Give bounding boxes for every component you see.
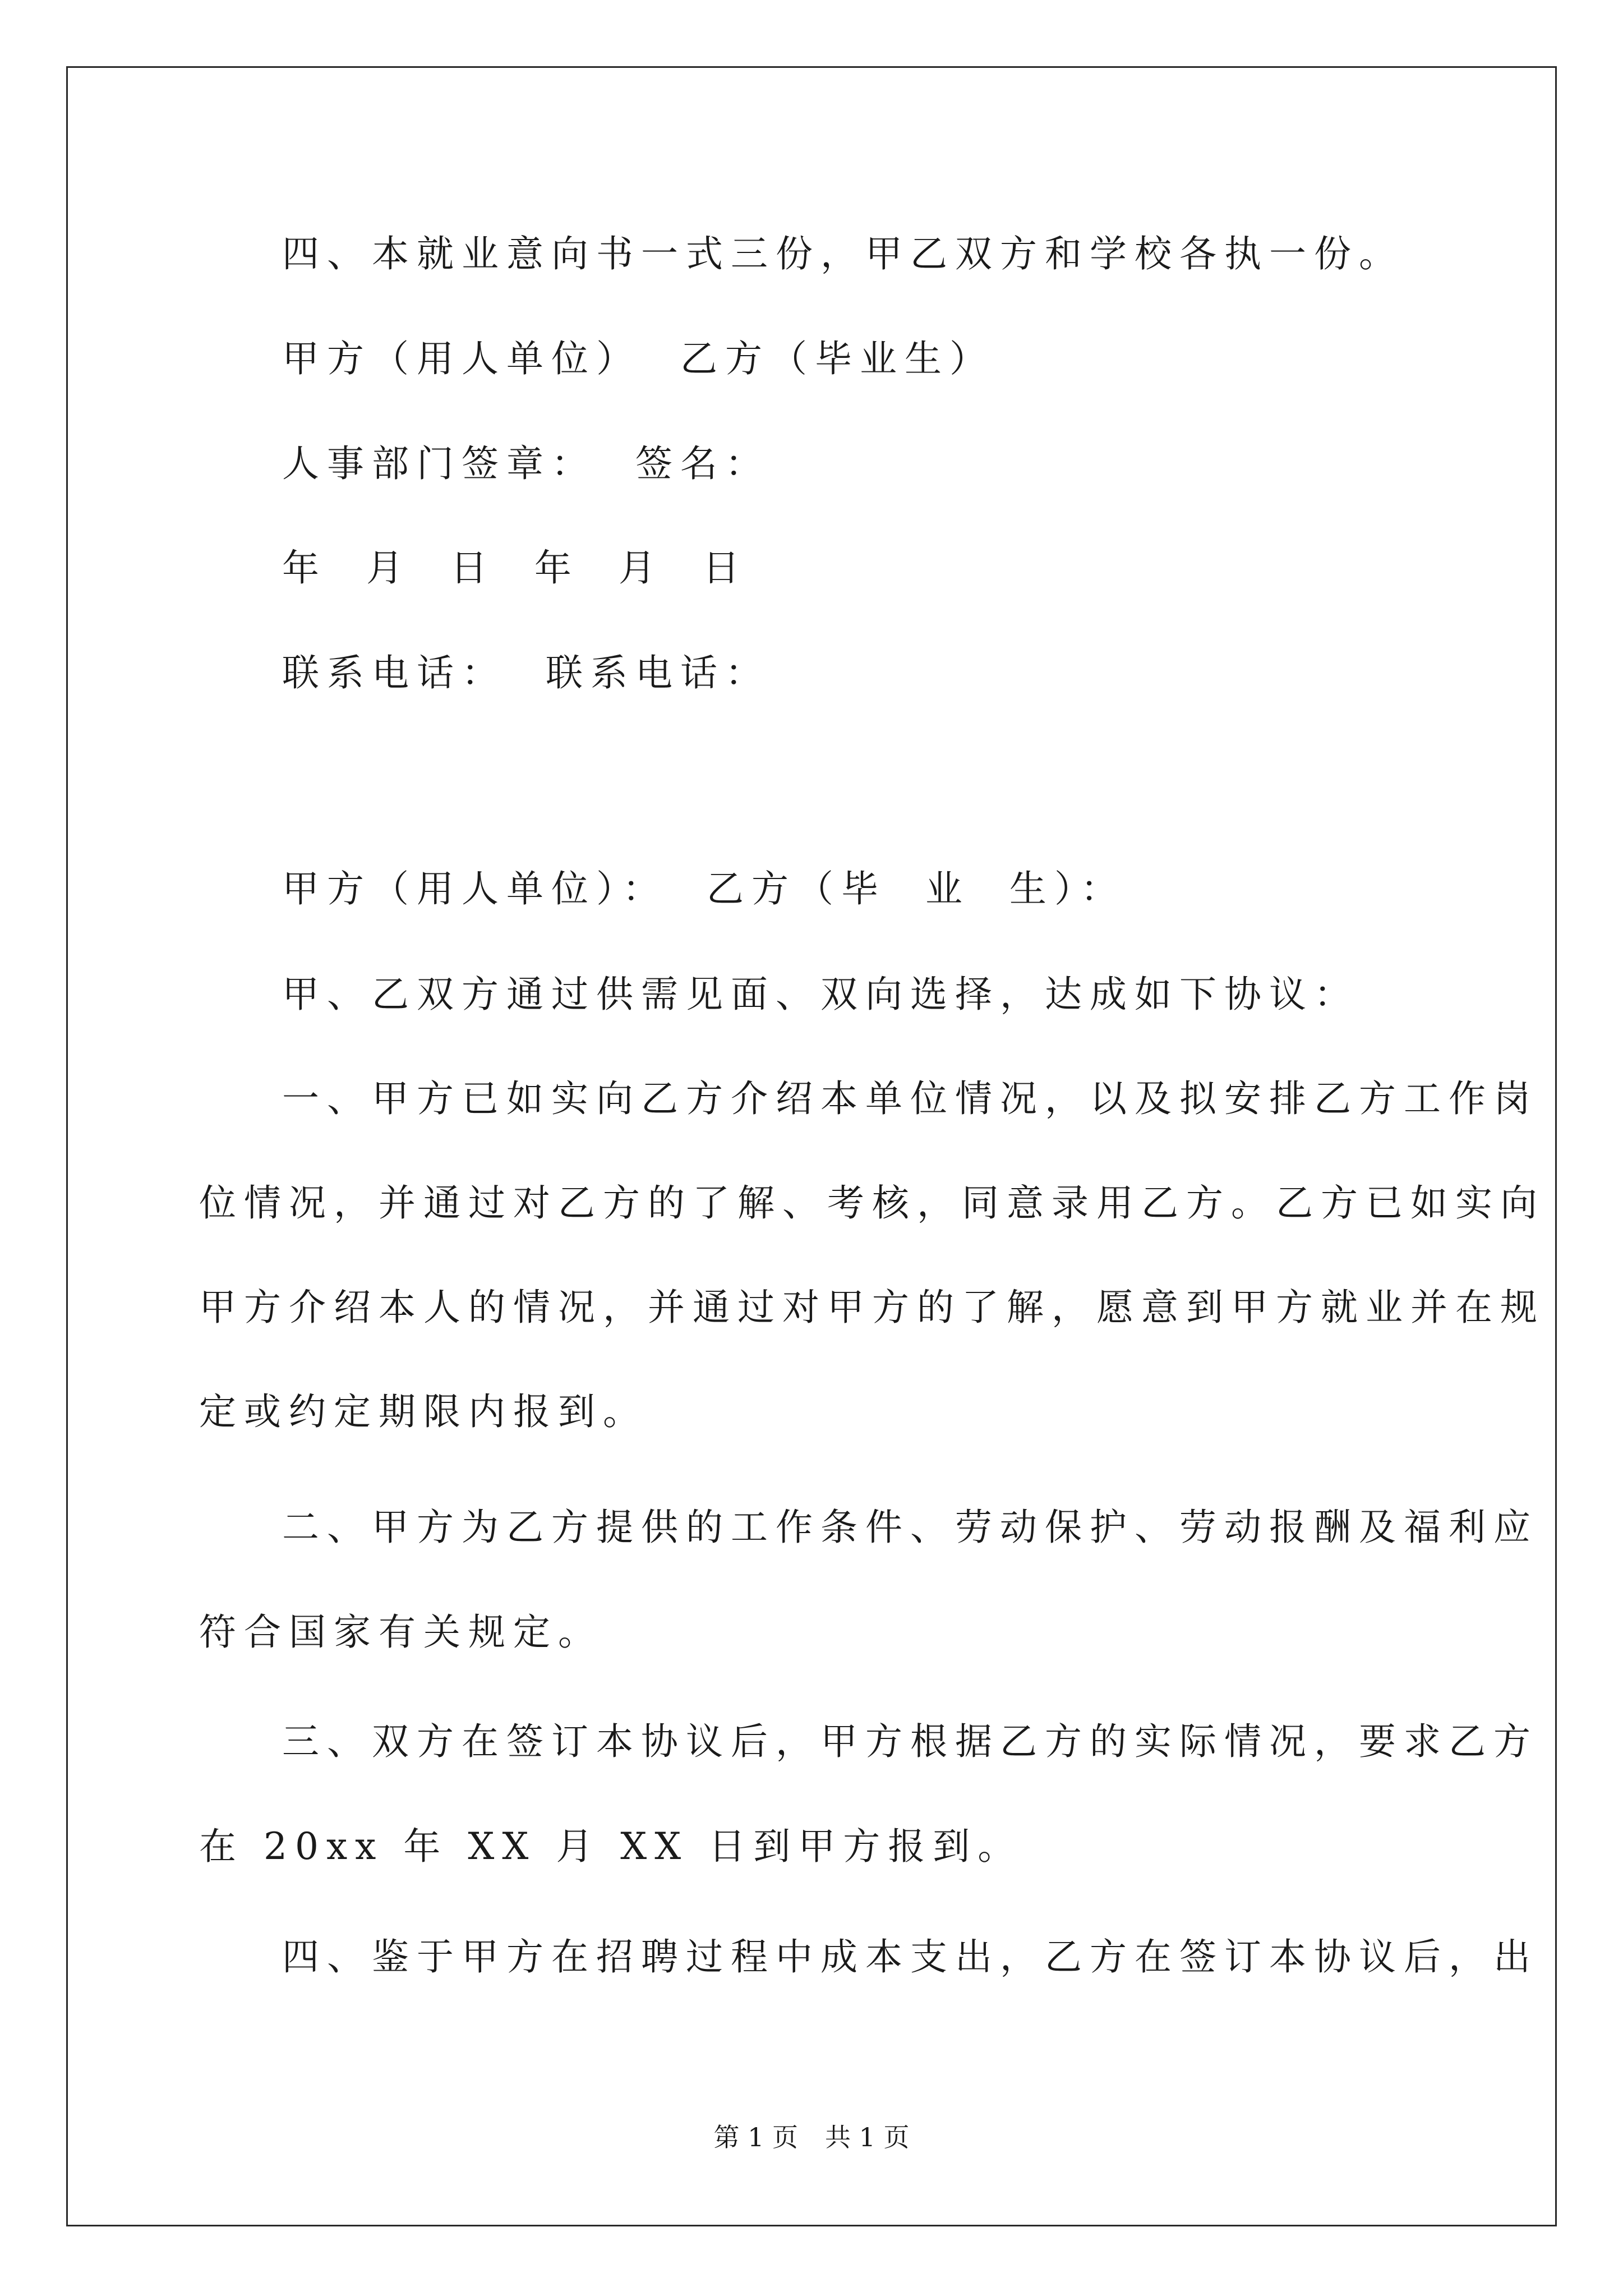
paragraph-line: 四、鉴于甲方在招聘过程中成本支出，乙方在签订本协议后，出 xyxy=(282,1935,1538,1978)
paragraph-line: 二、甲方为乙方提供的工作条件、劳动保护、劳动报酬及福利应 xyxy=(282,1506,1538,1549)
paragraph-line: 四、本就业意向书一式三份，甲乙双方和学校各执一份。 xyxy=(282,232,1404,275)
paragraph-line: 人事部门签章： 签名： xyxy=(282,442,770,485)
page-number-total: 共 1 页 xyxy=(825,2122,910,2152)
page-border xyxy=(66,66,1557,2226)
paragraph-line: 在 20xx 年 XX 月 XX 日到甲方报到。 xyxy=(199,1825,1023,1868)
paragraph-line: 甲、乙双方通过供需见面、双向选择，达成如下协议： xyxy=(282,973,1359,1016)
paragraph-line: 年 月 日 年 月 日 xyxy=(282,546,748,590)
paragraph-line: 位情况，并通过对乙方的了解、考核，同意录用乙方。乙方已如实向 xyxy=(199,1181,1545,1225)
page-footer xyxy=(0,2120,1623,2154)
paragraph-line: 三、双方在签订本协议后，甲方根据乙方的实际情况，要求乙方 xyxy=(282,1720,1538,1763)
paragraph-line: 甲方介绍本人的情况，并通过对甲方的了解，愿意到甲方就业并在规 xyxy=(199,1286,1545,1329)
paragraph-line: 一、甲方已如实向乙方介绍本单位情况，以及拟安排乙方工作岗 xyxy=(282,1077,1538,1120)
page-number-current: 第 1 页 xyxy=(713,2122,798,2152)
paragraph-line: 定或约定期限内报到。 xyxy=(199,1390,648,1433)
paragraph-line: 甲方（用人单位）： 乙方（毕 业 生）： xyxy=(282,867,1126,910)
paragraph-line: 联系电话： 联系电话： xyxy=(282,651,770,694)
paragraph-line: 甲方（用人单位） 乙方（毕业生） xyxy=(282,337,994,380)
paragraph-line: 符合国家有关规定。 xyxy=(199,1611,603,1654)
